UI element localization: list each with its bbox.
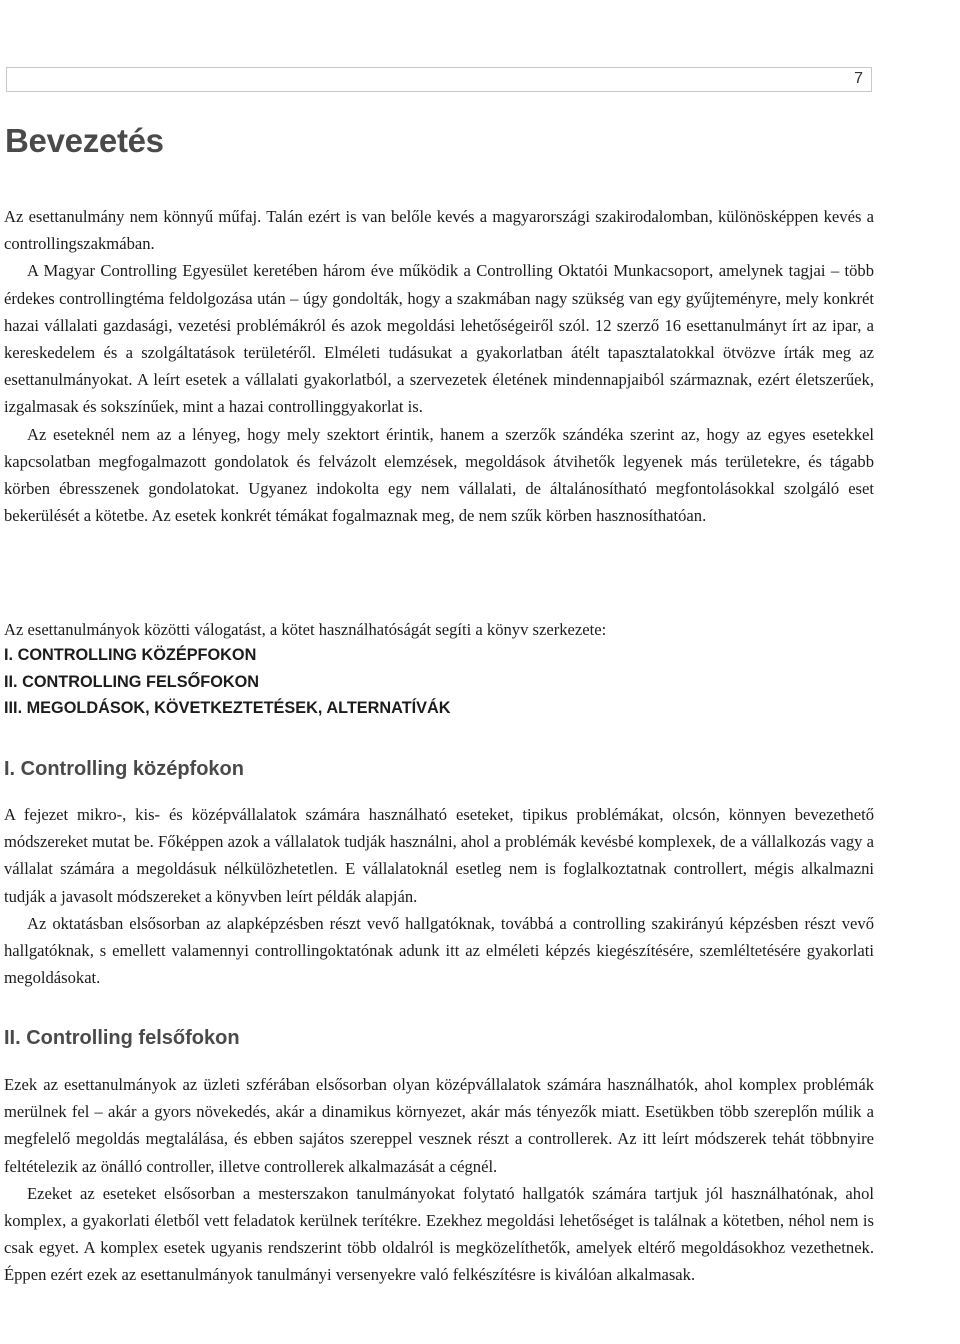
section-1-body — [4, 801, 874, 991]
section-2-paragraph-1: Ezek az esettanulmányok az üzleti szférában elsősorban olyan középvállalatok számára használhatók, ahol komplex problémák merülnek fel – akár a gyors növekedés, akár a dinamikus környezet, akár más tényezők miatt. Esetükben több szereplőn múlik a megfelelő megoldás megtalálása, és ebben sajátos szereppel vesznek részt a controllerek. Az itt leírt módszerek tehát többnyire feltételezik az önálló controller, illetve controllerek alkalmazását a cégnél. — [4, 1075, 874, 1176]
section-2-paragraph-2: Ezeket az eseteket elsősorban a mesterszakon tanulmányokat folytató hallgatók számára tartjuk jól használhatónak, ahol komplex, a gyakorlati életből vett feladatok kerülnek terítékre. Ezekhez megoldási lehetőséget is találnak a kötetben, néhol nem is csak egyet. A komplex esetek ugyanis rendszerint több oldalról is megközelíthetők, amelyek eltérő megoldásokhoz vezethetnek. Éppen ezért ezek az esettanulmányok tanulmányi versenyekre való felkészítésre is kiválóan alkalmasak. — [4, 1183, 874, 1285]
structure-intro — [4, 616, 874, 643]
structure-item-2: II. CONTROLLING FELSŐFOKON — [4, 672, 260, 691]
section-2-body — [4, 1071, 874, 1289]
structure-item-1: I. CONTROLLING KÖZÉPFOKON — [4, 646, 257, 664]
page-header — [6, 67, 872, 92]
book-structure-list — [4, 642, 451, 722]
intro-paragraph-1: Az esettanulmány nem könnyű műfaj. Talán ezért is van belőle kevés a magyarországi szakirodalomban, különösképpen kevés a controllingszakmában. — [4, 207, 874, 254]
page-number: 7 — [854, 70, 863, 87]
section-2-heading: II. Controlling felsőfokon — [4, 1027, 240, 1049]
structure-item-3: III. MEGOLDÁSOK, KÖVETKEZTETÉSEK, ALTERNATÍVÁK — [4, 699, 451, 717]
section-1-paragraph-1: A fejezet mikro-, kis- és középvállalatok számára használható eseteket, tipikus problémákat, olcsón, könnyen bevezethető módszereket mutat be. Főképpen azok a vállalatok tudják használni, ahol a problémák kevésbé komplexek, de a vállalkozás vagy a vállalat számára a megoldásuk nélkülözhetetlen. E vállalatoknál esetleg nem is foglalkoztatnak controllert, mégis alkalmazni tudják a javasolt módszereket a könyvben leírt példák alapján. — [4, 805, 874, 906]
intro-paragraph-3: Az eseteknél nem az a lényeg, hogy mely szektort érintik, hanem a szerzők szándéka szerint az, hogy az egyes esetekkel kapcsolatban megfogalmazott gondolatok és felvázolt elemzések, megoldások átvihetők legyenek más területekre, és tágabb körben ébresszenek gondolatokat. Ugyanez indokolta egy nem vállalati, de általánosítható megfontolásokkal szolgáló eset bekerülését a kötetbe. Az esetek konkrét témákat fogalmaznak meg, de nem szűk körben hasznosíthatóan. — [4, 424, 874, 526]
section-1-heading: I. Controlling középfokon — [4, 758, 244, 780]
intro-section — [4, 203, 874, 529]
page-title: Bevezetés — [5, 122, 164, 159]
intro-paragraph-2: A Magyar Controlling Egyesület keretében három éve működik a Controlling Oktatói Munkacsoport, amelynek tagjai – több érdekes controllingtéma feldolgozása után – úgy gondolták, hogy a szakmában nagy szükség van egy gyűjteményre, mely konkrét hazai vállalati gazdasági, vezetési problémákról és azok megoldási lehetőségeiről szól. 12 szerző 16 esettanulmányt írt az ipar, a kereskedelem és a szolgáltatások területéről. Elméleti tudásukat a gyakorlatban átélt tapasztalatokkal ötvözve írták meg az esettanulmányokat. A leírt esetek a vállalati gyakorlatból, a szervezetek életének mindennapjaiból származnak, ezért életszerűek, izgalmasak és sokszínűek, mint a hazai controllinggyakorlat is. — [4, 261, 874, 417]
section-1-paragraph-2: Az oktatásban elsősorban az alapképzésben részt vevő hallgatóknak, továbbá a controlling szakirányú képzésben részt vevő hallgatóknak, s emellett valamennyi controllingoktatónak adunk itt az elméleti képzés kiegészítésére, szemléltetésére gyakorlati megoldásokat. — [4, 913, 874, 988]
structure-intro-text: Az esettanulmányok közötti válogatást, a kötet használhatóságát segíti a könyv szerkezete: — [4, 620, 607, 639]
